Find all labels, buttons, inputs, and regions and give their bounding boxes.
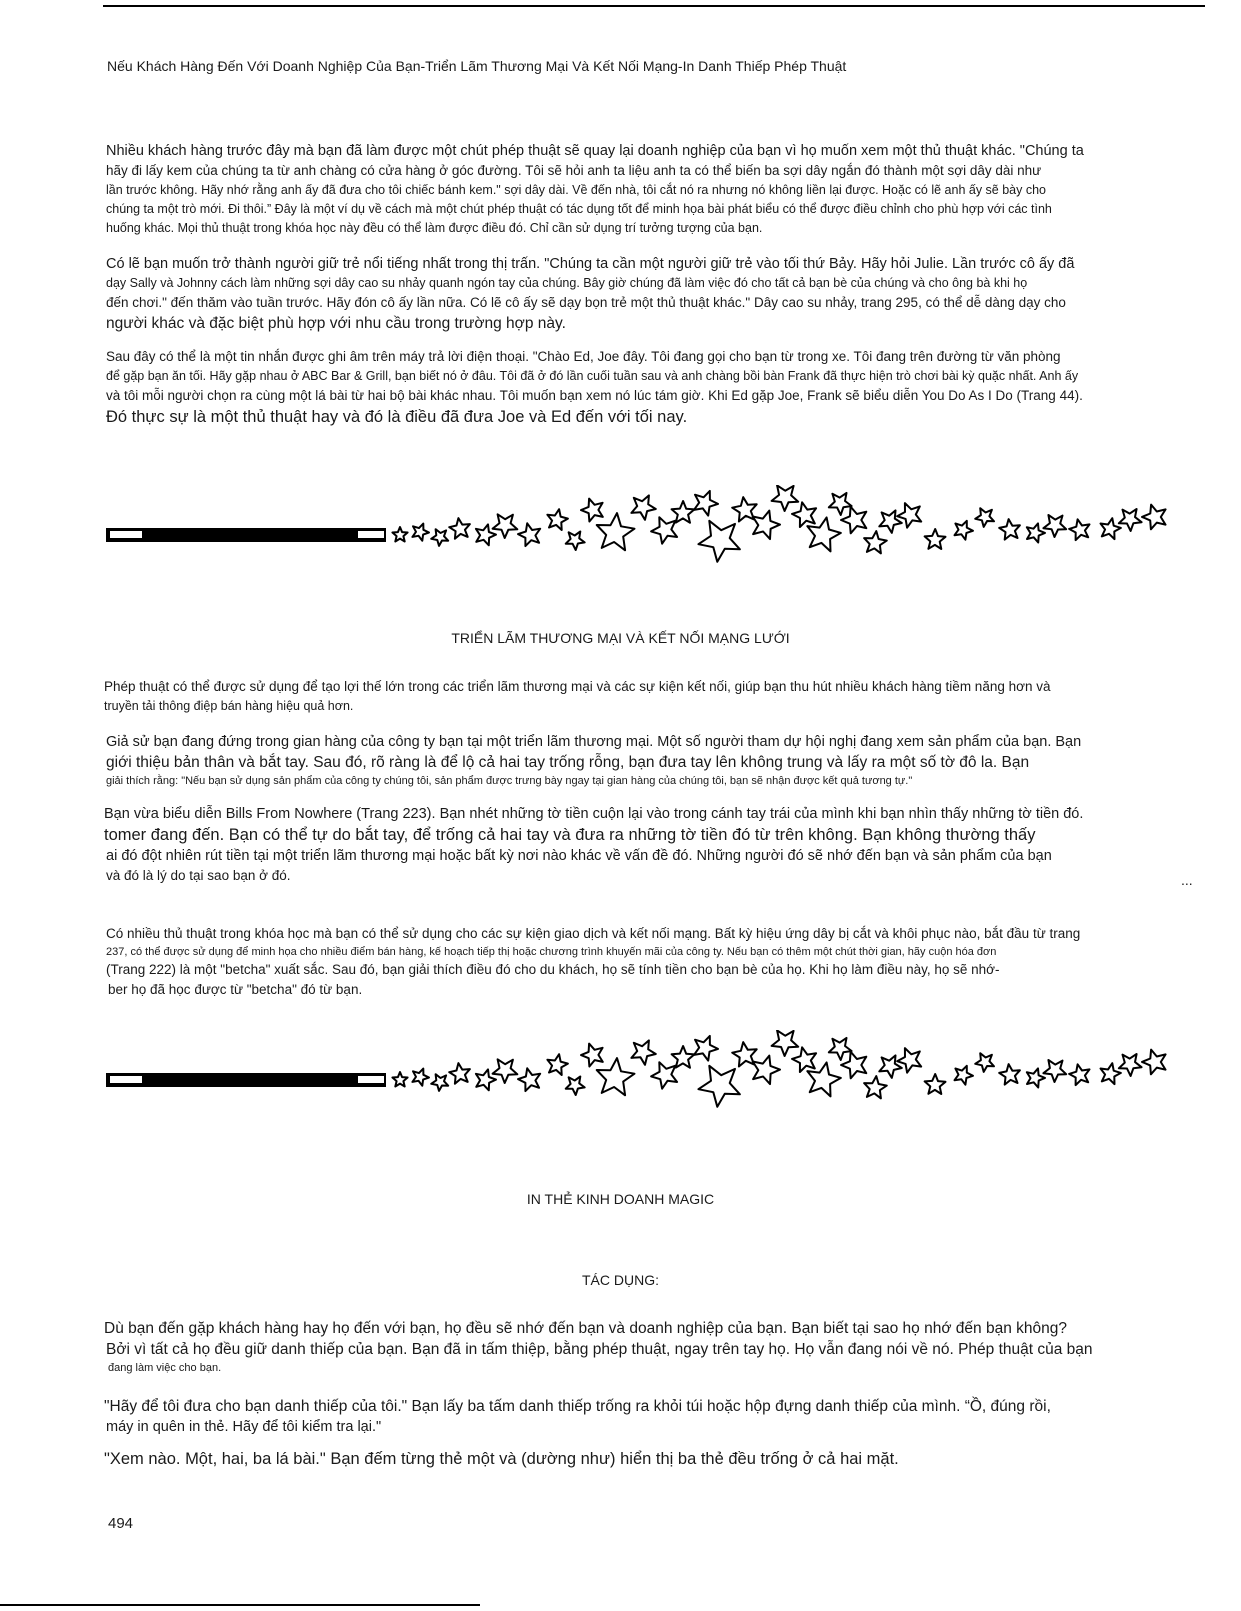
text-line: lần trước không. Hãy nhớ rằng anh ấy đã đưa cho tôi chiếc bánh kem." sợi dây dài. Về đến nhà, tôi cắt nó ra nhưng nó không liền lại được. Hoặc có lẽ anh ấy sẽ bày cho bbox=[106, 183, 1047, 197]
star-icon bbox=[694, 491, 718, 516]
star-icon bbox=[547, 1054, 568, 1075]
star-icon bbox=[1101, 518, 1121, 539]
star-icon bbox=[792, 1047, 816, 1072]
star-icon bbox=[925, 1074, 946, 1094]
star-icon bbox=[1101, 1063, 1121, 1084]
text-line: đang làm việc cho bạn. bbox=[108, 1362, 222, 1374]
star-icon bbox=[999, 1064, 1020, 1085]
star-icon bbox=[1027, 1068, 1045, 1087]
star-icon bbox=[412, 1069, 429, 1086]
section-heading-magic-business-card: IN THẺ KINH DOANH MAGIC bbox=[526, 1191, 715, 1207]
star-icon bbox=[864, 1076, 887, 1098]
paragraph-7 bbox=[106, 924, 1206, 1000]
star-icon bbox=[651, 517, 677, 544]
star-icon bbox=[431, 1074, 448, 1091]
text-line: Đó thực sự là một thủ thuật hay và đó là điều đã đưa Joe và Ed đến với tối nay. bbox=[106, 408, 688, 426]
magic-wand-stars-divider bbox=[105, 1030, 1205, 1140]
star-icon bbox=[392, 527, 407, 542]
page-number: 494 bbox=[108, 1515, 134, 1532]
paragraph-2 bbox=[106, 254, 1206, 334]
text-line: "Hãy để tôi đưa cho bạn danh thiếp của tôi." Bạn lấy ba tấm danh thiếp trống ra khỏi túi hoặc hộp đựng danh thiếp của mình. “Ồ, đúng rồi, bbox=[104, 1398, 1051, 1415]
star-icon bbox=[698, 521, 740, 562]
top-rule bbox=[103, 5, 1205, 7]
star-icon bbox=[1069, 519, 1089, 540]
star-icon bbox=[1043, 515, 1066, 537]
paragraph-6 bbox=[104, 804, 1204, 886]
star-icon bbox=[672, 1046, 695, 1068]
section-heading-trade-shows: TRIỂN LÃM THƯƠNG MẠI VÀ KẾT NỐI MẠNG LƯỚI bbox=[451, 630, 790, 646]
star-icon bbox=[581, 499, 603, 522]
text-line: Phép thuật có thể được sử dụng để tạo lợi thế lớn trong các triển lãm thương mại và các sự kiện kết nối, giúp bạn thu hút nhiều khách hàng tiềm năng hơn và bbox=[104, 679, 1051, 694]
magic-wand-icon bbox=[106, 528, 386, 542]
paragraph-8 bbox=[104, 1318, 1204, 1376]
star-icon bbox=[841, 507, 866, 534]
ellipsis-mark: ... bbox=[1181, 872, 1193, 888]
paragraph-1 bbox=[106, 141, 1206, 238]
section-heading-effect: TÁC DỤNG: bbox=[582, 1272, 659, 1288]
text-line: Bởi vì tất cả họ đều giữ danh thiếp của bạn. Bạn đã in tấm thiệp, bằng phép thuật, ngay trên tay họ. Họ vẫn đang nói về nó. Phép thuật của bạn bbox=[106, 1341, 1093, 1358]
paragraph-3 bbox=[106, 347, 1206, 428]
star-icon bbox=[1142, 1050, 1166, 1075]
magic-wand-icon bbox=[106, 1073, 386, 1087]
star-icon bbox=[449, 1063, 470, 1084]
star-icon bbox=[1119, 1054, 1142, 1076]
star-icon bbox=[829, 493, 852, 515]
text-line: giải thích rằng: "Nếu bạn sử dụng sản phẩm của công ty chúng tôi, sản phẩm được trưng bày ngay tại gian hàng của chúng tôi, bạn sẽ nhận được kết quả tương tự." bbox=[106, 775, 913, 787]
star-icon bbox=[566, 1077, 585, 1096]
star-icon bbox=[864, 531, 887, 553]
star-icon bbox=[631, 1040, 655, 1064]
star-icon bbox=[1069, 1064, 1089, 1085]
star-icon bbox=[651, 1062, 677, 1089]
star-icon bbox=[975, 508, 994, 527]
text-line: giới thiệu bản thân và bắt tay. Sau đó, rõ ràng là để lộ cả hai tay trống rỗng, bạn đưa tay lên không trung và lấy ra một số tờ đô la. Bạn bbox=[106, 754, 1030, 771]
stars-icon bbox=[392, 485, 1165, 561]
star-icon bbox=[772, 1030, 799, 1056]
star-icon bbox=[518, 1068, 540, 1091]
text-line: huống khác. Mọi thủ thuật trong khóa học này đều có thể làm được điều đó. Chỉ cần sử dụng trí tưởng tượng của bạn. bbox=[106, 221, 763, 235]
star-icon bbox=[925, 529, 946, 549]
text-line: Có lẽ bạn muốn trở thành người giữ trẻ nổi tiếng nhất trong thị trấn. "Chúng ta cần một người giữ trẻ vào tối thứ Bảy. Hãy hỏi Julie. Lần trước cô ấy đã bbox=[106, 256, 1075, 272]
paragraph-5 bbox=[106, 732, 1206, 789]
star-icon bbox=[431, 529, 448, 546]
star-icon bbox=[879, 1055, 902, 1078]
text-line: chúng ta một trò mới. Đi thôi.” Đây là một ví dụ về cách mà một chút phép thuật có tác dụng tốt để minh họa bài phát biểu có thể được điều chỉnh cho phù hợp với các tình bbox=[106, 202, 1052, 216]
magic-wand-stars-divider bbox=[105, 485, 1205, 595]
star-icon bbox=[518, 523, 540, 546]
star-icon bbox=[792, 502, 816, 527]
stars-icon bbox=[392, 1030, 1165, 1106]
star-icon bbox=[879, 510, 902, 533]
star-icon bbox=[829, 1038, 852, 1060]
text-line: 237, có thể được sử dụng để minh họa cho nhiều điểm bán hàng, kế hoạch tiếp thị hoặc chương trình khuyến mãi của công ty. Nếu bạn có thêm một chút thời gian, hãy cuộn hóa đơn bbox=[106, 946, 997, 958]
text-line: hãy đi lấy kem của chúng ta từ anh chàng có cửa hàng ở góc đường. Tôi sẽ hỏi anh ta liệu anh ta có thể biến ba sợi dây ngắn đó thành một sợi dây dài như bbox=[106, 163, 1042, 178]
star-icon bbox=[999, 519, 1020, 540]
text-line: Sau đây có thể là một tin nhắn được ghi âm trên máy trả lời điện thoại. "Chào Ed, Joe đây. Tôi đang gọi cho bạn từ trong xe. Tôi đang trên đường từ văn phòng bbox=[106, 349, 1061, 364]
star-icon bbox=[566, 532, 585, 551]
text-line: Có nhiều thủ thuật trong khóa học mà bạn có thể sử dụng cho các sự kiện giao dịch và kết nối mạng. Bất kỳ hiệu ứng dây bị cắt và khôi phục nào, bắt đầu từ trang bbox=[106, 926, 1081, 941]
text-line: Nhiều khách hàng trước đây mà bạn đã làm được một chút phép thuật sẽ quay lại doanh nghiệp của bạn vì họ muốn xem một thủ thuật khác. "Chúng ta bbox=[106, 143, 1084, 159]
star-icon bbox=[975, 1053, 994, 1072]
star-icon bbox=[841, 1052, 866, 1079]
text-line: và đó là lý do tại sao bạn ở đó. bbox=[106, 868, 291, 883]
star-icon bbox=[955, 521, 974, 540]
paragraph-9 bbox=[104, 1396, 1204, 1437]
star-icon bbox=[581, 1044, 603, 1067]
text-line: đến chơi." đến thăm vào tuần trước. Hãy đón cô ấy lần nữa. Có lẽ cô ấy sẽ dạy bọn trẻ một thủ thuật khác." Dây cao su nhảy, trang 295, có thể dễ dàng dạy cho bbox=[106, 295, 1066, 310]
star-icon bbox=[1119, 509, 1142, 531]
text-line: "Xem nào. Một, hai, ba lá bài." Bạn đếm từng thẻ một và (dường như) hiển thị ba thẻ đều trống ở cả hai mặt. bbox=[104, 1450, 899, 1468]
text-line: để gặp bạn ăn tối. Hãy gặp nhau ở ABC Bar & Grill, bạn biết nó ở đâu. Tôi đã ở đó lần cuối tuần sau và anh chàng bồi bàn Frank đã thực hiện trò chơi bài kỳ quặc nhất. Anh ấy bbox=[106, 369, 1079, 383]
paragraph-4 bbox=[104, 677, 1204, 716]
running-header: Nếu Khách Hàng Đến Với Doanh Nghiệp Của Bạn-Triển Lãm Thương Mại Và Kết Nối Mạng-In Danh Thiếp Phép Thuật bbox=[107, 58, 847, 74]
star-icon bbox=[449, 518, 470, 539]
star-icon bbox=[753, 511, 780, 539]
text-line: Giả sử bạn đang đứng trong gian hàng của công ty bạn tại một triển lãm thương mại. Một số người tham dự hội nghị đang xem sản phẩm của bạn. Bạn bbox=[106, 734, 1082, 750]
star-icon bbox=[547, 509, 568, 530]
star-icon bbox=[412, 524, 429, 541]
star-icon bbox=[698, 1066, 740, 1107]
star-icon bbox=[753, 1056, 780, 1085]
text-line: Dù bạn đến gặp khách hàng hay họ đến với bạn, họ đều sẽ nhớ đến bạn và doanh nghiệp của bạn. Bạn biết tại sao họ nhớ đến bạn không? bbox=[104, 1320, 1067, 1337]
text-line: truyền tải thông điệp bán hàng hiệu quả hơn. bbox=[104, 699, 354, 713]
star-icon bbox=[772, 485, 799, 511]
text-line: dạy Sally và Johnny cách làm những sợi dây cao su nhảy quanh ngón tay của chúng. Bây giờ chúng đã làm việc đó cho tất cả bạn bè của chúng và cho ông bà khi họ bbox=[106, 276, 1028, 290]
star-icon bbox=[672, 501, 695, 523]
star-icon bbox=[392, 1072, 407, 1087]
star-icon bbox=[694, 1036, 718, 1061]
star-icon bbox=[597, 513, 635, 550]
text-line: Bạn vừa biểu diễn Bills From Nowhere (Trang 223). Bạn nhét những tờ tiền cuộn lại vào trong cánh tay trái của mình khi bạn nhìn thấy những tờ tiền đó. bbox=[104, 806, 1084, 822]
star-icon bbox=[597, 1058, 635, 1095]
text-line: tomer đang đến. Bạn có thể tự do bắt tay, để trống cả hai tay và đưa ra những tờ tiền đó từ trên không. Bạn không thường thấy bbox=[104, 826, 1036, 844]
star-icon bbox=[1027, 523, 1045, 542]
text-line: người khác và đặc biệt phù hợp với nhu cầu trong trường hợp này. bbox=[106, 315, 566, 332]
star-icon bbox=[1142, 505, 1166, 530]
star-icon bbox=[631, 495, 655, 519]
star-icon bbox=[955, 1066, 974, 1085]
text-line: và tôi mỗi người chọn ra cùng một lá bài từ hai bộ bài khác nhau. Tôi muốn bạn xem nó lúc tám giờ. Khi Ed gặp Joe, Frank sẽ biểu diễn You Do As I Do (Trang 44). bbox=[106, 388, 1083, 403]
text-line: ber họ đã học được từ "betcha" đó từ bạn. bbox=[108, 982, 363, 997]
text-line: máy in quên in thẻ. Hãy để tôi kiểm tra lại." bbox=[106, 1419, 382, 1435]
text-line: ai đó đột nhiên rút tiền tại một triển lãm thương mại hoặc bất kỳ nơi nào khác về vấn đề đó. Những người đó sẽ nhớ đến bạn và sản phẩm của bạn bbox=[106, 848, 1052, 864]
text-line: (Trang 222) là một "betcha" xuất sắc. Sau đó, bạn giải thích điều đó cho du khách, họ sẽ tính tiền cho bạn bè của họ. Khi họ làm điều này, họ sẽ nhớ- bbox=[106, 962, 1000, 977]
star-icon bbox=[1043, 1060, 1066, 1082]
bottom-rule bbox=[0, 1604, 480, 1606]
paragraph-10 bbox=[104, 1448, 1204, 1470]
